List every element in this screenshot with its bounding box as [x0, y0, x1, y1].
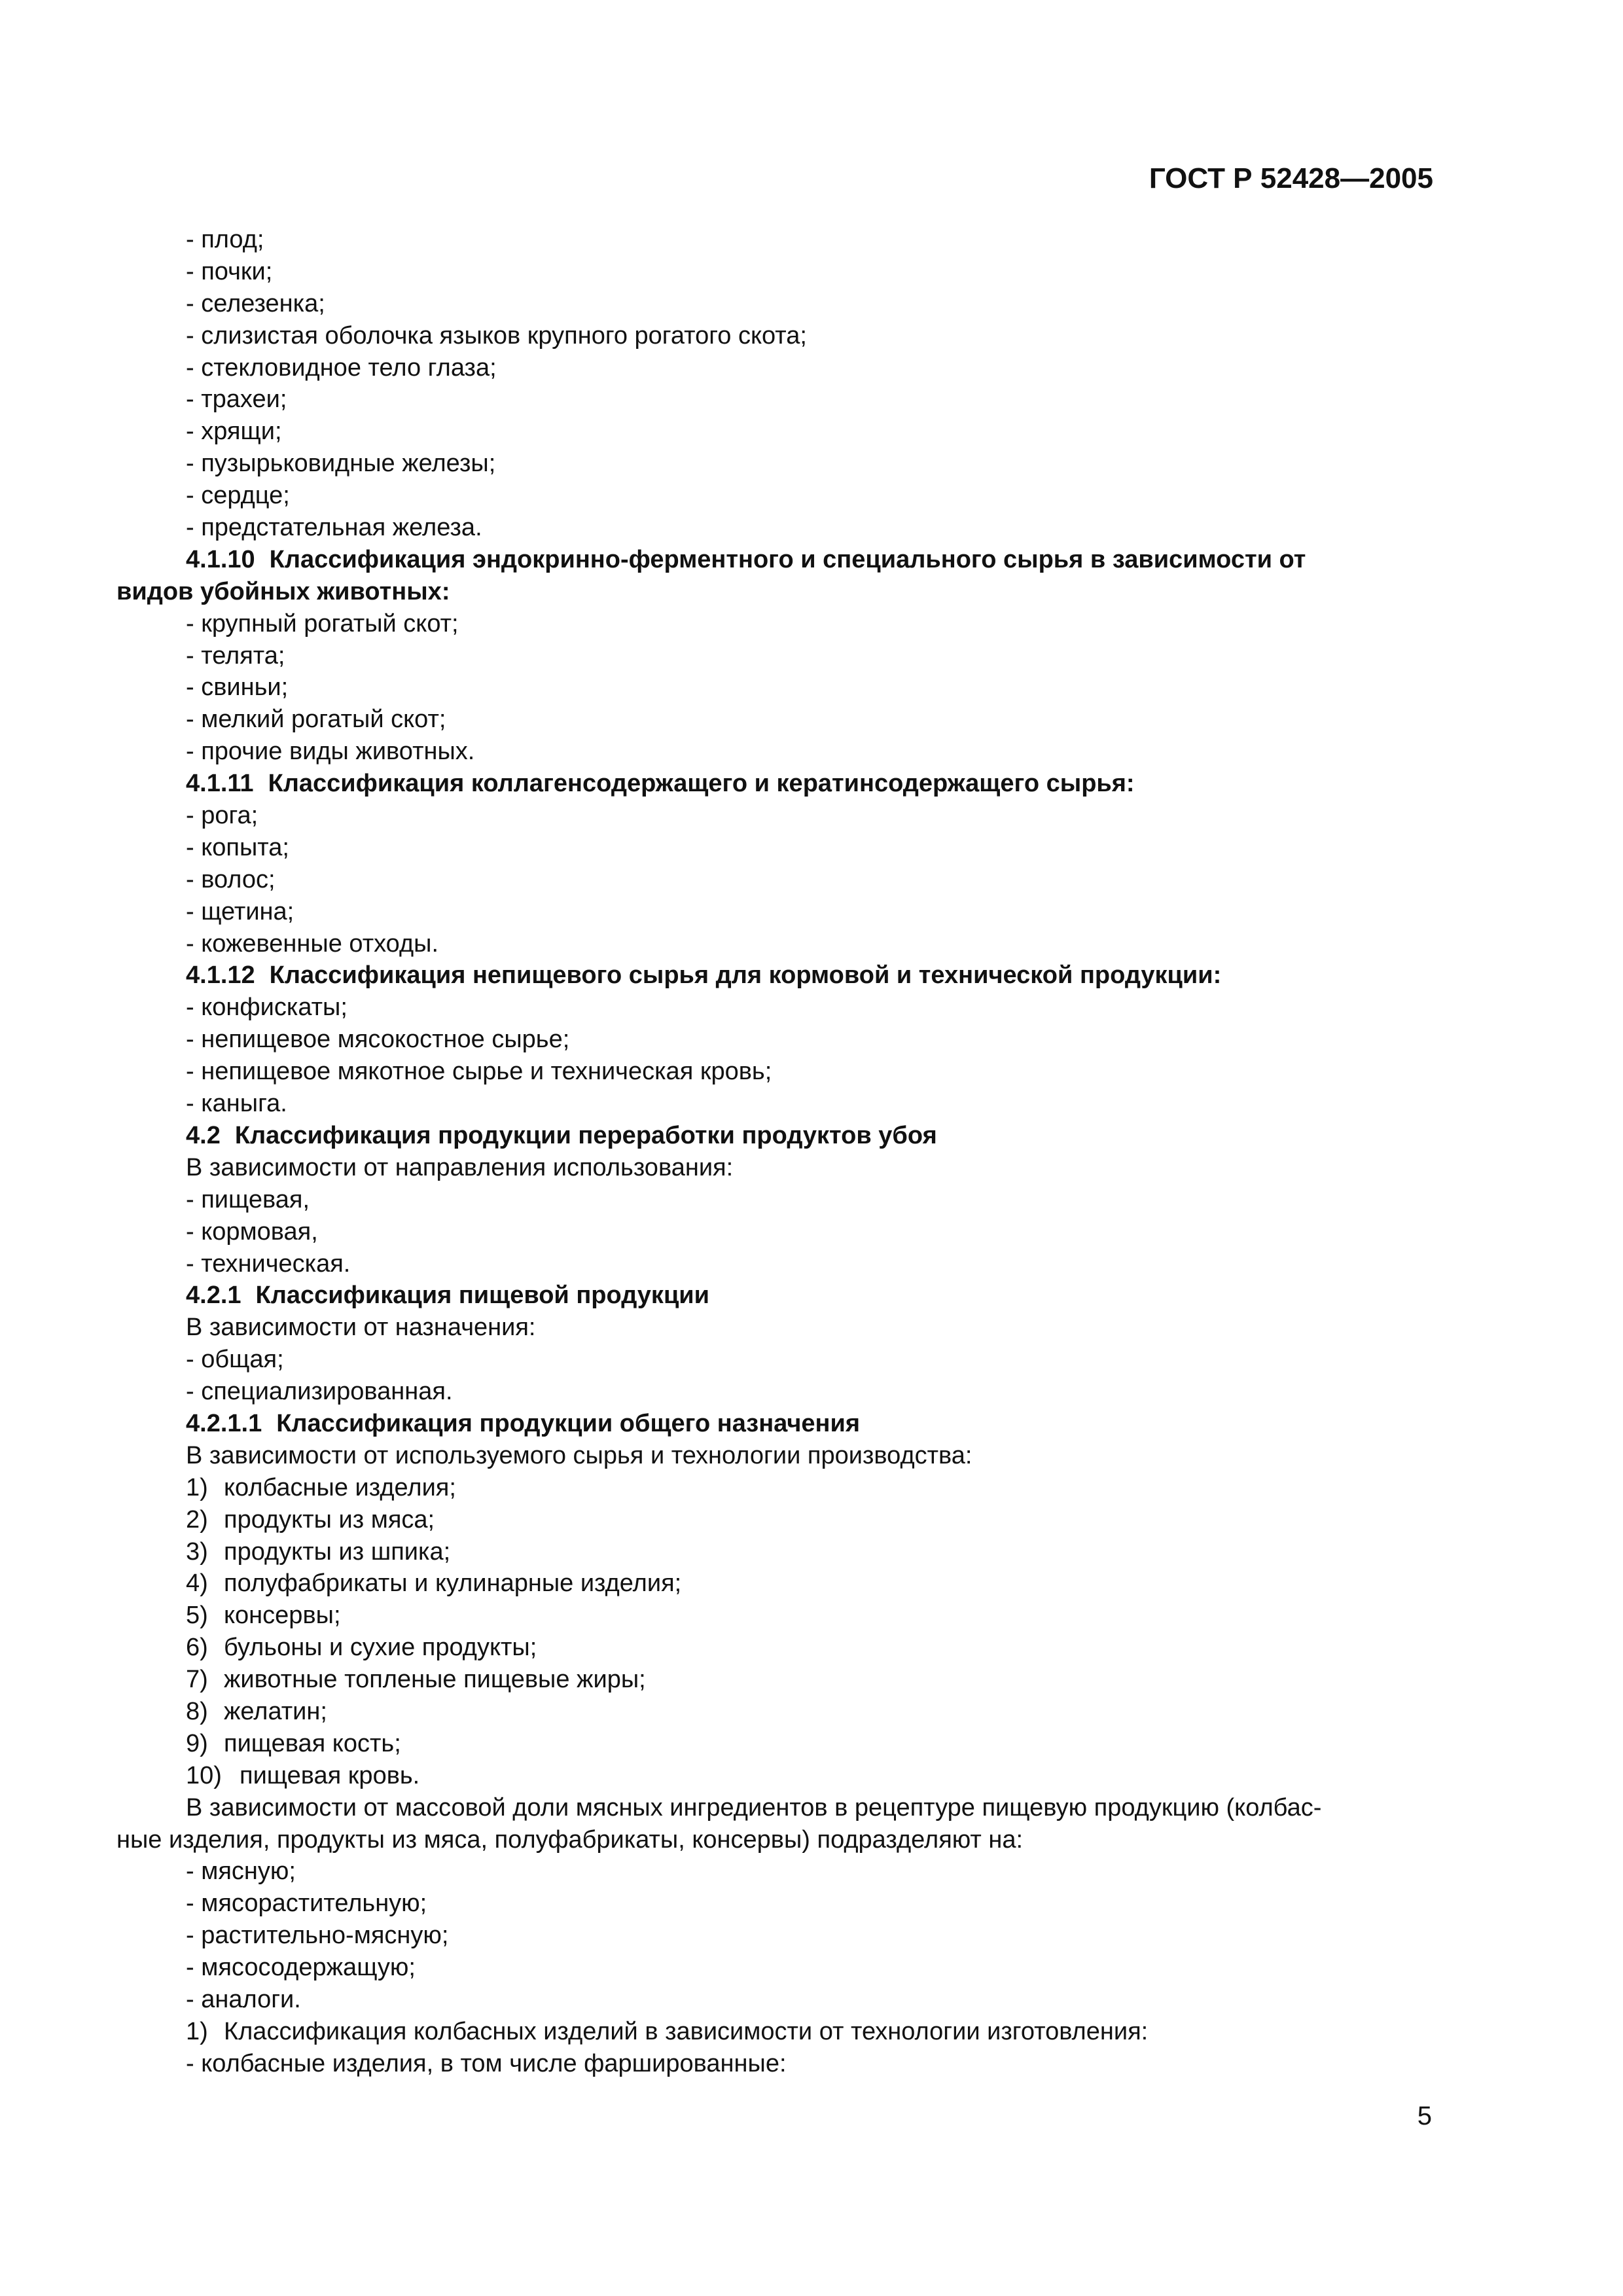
section-number: 4.2.1.1: [186, 1409, 262, 1437]
list-item: - колбасные изделия, в том числе фаршированные:: [186, 2049, 787, 2077]
list-item: - сердце;: [186, 482, 290, 510]
list-item: - волос;: [186, 865, 276, 893]
list-item: - общая;: [186, 1346, 284, 1374]
list-item: - аналоги.: [186, 1985, 301, 2013]
list-item: - кожевенные отходы.: [186, 929, 439, 958]
item-text: Классификация колбасных изделий в зависимости от технологии изготовления:: [224, 2017, 1149, 2045]
section-number: 4.2: [186, 1121, 221, 1149]
section-intro: В зависимости от назначения:: [186, 1314, 536, 1342]
list-item: - кормовая,: [186, 1217, 318, 1246]
item-text: продукты из мяса;: [224, 1505, 435, 1534]
list-item: - телята;: [186, 641, 285, 670]
section-title: Классификация непищевого сырья для кормовой и технической продукции:: [269, 961, 1222, 990]
list-item: - мясосодержащую;: [186, 1954, 416, 1982]
list-item: - конфискаты;: [186, 994, 348, 1022]
page-number: 5: [1417, 2102, 1432, 2130]
numbered-item: [116, 1472, 1446, 1504]
list-item: - пузырьковидные железы;: [186, 450, 496, 478]
list-item: - пищевая,: [186, 1185, 310, 1213]
list-item: - стекловидное тело глаза;: [186, 353, 497, 382]
section-number: 4.1.12: [186, 961, 255, 990]
item-text: продукты из шпика;: [224, 1537, 451, 1566]
item-text: полуфабрикаты и кулинарные изделия;: [224, 1570, 682, 1598]
list-item: - селезенка;: [186, 289, 325, 317]
item-number: 7): [186, 1666, 208, 1694]
section-number: 4.1.11: [186, 770, 254, 798]
item-number: 8): [186, 1697, 208, 1725]
numbered-item: [116, 1760, 1446, 1792]
list-item: - рога;: [186, 802, 259, 830]
section-number: 4.2.1: [186, 1282, 241, 1310]
list-item: - крупный рогатый скот;: [186, 609, 459, 637]
item-number: 6): [186, 1634, 208, 1662]
item-number: 3): [186, 1537, 208, 1566]
section-heading-4-2: [116, 1120, 1446, 1152]
list-item: - почки;: [186, 257, 273, 285]
section-intro: В зависимости от направления использования:: [186, 1153, 734, 1181]
list-item: - мясную;: [186, 1857, 296, 1886]
section-heading-4-2-1-1: [116, 1408, 1446, 1440]
paragraph-line: ные изделия, продукты из мяса, полуфабрикаты, консервы) подразделяют на:: [116, 1825, 1024, 1854]
item-number: 1): [186, 1473, 208, 1501]
item-number: 9): [186, 1729, 208, 1757]
list-item: - непищевое мякотное сырье и техническая кровь;: [186, 1058, 772, 1086]
list-item: - плод;: [186, 226, 264, 253]
section-number: 4.1.10: [186, 545, 255, 573]
list-item: - специализированная.: [186, 1378, 453, 1406]
numbered-item: [116, 1632, 1446, 1664]
section-title: Классификация продукции общего назначения: [276, 1409, 861, 1437]
item-text: пищевая кровь.: [240, 1761, 420, 1789]
list-item: - слизистая оболочка языков крупного рогатого скота;: [186, 321, 807, 350]
section-heading-4-2-1: [116, 1280, 1446, 1312]
numbered-subheading: [116, 2016, 1446, 2048]
list-item: - хрящи;: [186, 418, 282, 446]
list-item: - прочие виды животных.: [186, 738, 475, 766]
list-item: - копыта;: [186, 833, 289, 861]
list-item: - каныга.: [186, 1090, 287, 1118]
section-title: Классификация продукции переработки продуктов убоя: [234, 1121, 937, 1149]
paragraph-line: В зависимости от массовой доли мясных ингредиентов в рецептуре пищевую продукцию (колбас-: [186, 1793, 1322, 1821]
list-item: - свиньи;: [186, 673, 289, 702]
item-number: 10): [186, 1761, 222, 1789]
section-heading-4-1-10: [116, 544, 1446, 576]
document-code-header: ГОСТ Р 52428—2005: [1149, 162, 1433, 194]
list-item: - мясорастительную;: [186, 1890, 427, 1918]
item-text: животные топленые пищевые жиры;: [224, 1666, 646, 1694]
item-text: колбасные изделия;: [224, 1473, 456, 1501]
section-intro: В зависимости от используемого сырья и технологии производства:: [186, 1441, 972, 1469]
list-item: - непищевое мясокостное сырье;: [186, 1026, 570, 1054]
list-item: - трахеи;: [186, 386, 287, 414]
item-text: пищевая кость;: [224, 1729, 401, 1757]
item-text: желатин;: [224, 1697, 327, 1725]
item-number: 2): [186, 1505, 208, 1534]
list-item: - техническая.: [186, 1249, 351, 1278]
section-title: Классификация пищевой продукции: [255, 1282, 710, 1310]
list-item: - предстательная железа.: [186, 514, 482, 542]
list-item: - мелкий рогатый скот;: [186, 706, 446, 734]
section-heading-4-1-12: [116, 960, 1446, 992]
item-number: 5): [186, 1602, 208, 1630]
numbered-item: [116, 1568, 1446, 1600]
list-item: - растительно-мясную;: [186, 1922, 449, 1950]
item-text: бульоны и сухие продукты;: [224, 1634, 537, 1662]
numbered-item: [116, 1504, 1446, 1536]
numbered-item: [116, 1536, 1446, 1568]
document-body: [116, 224, 1446, 2080]
numbered-item: [116, 1728, 1446, 1760]
section-heading-4-1-11: [116, 768, 1446, 800]
item-number: 1): [186, 2017, 208, 2045]
list-item: - щетина;: [186, 897, 294, 925]
item-text: консервы;: [224, 1602, 341, 1630]
numbered-item: [116, 1664, 1446, 1696]
item-number: 4): [186, 1570, 208, 1598]
numbered-item: [116, 1696, 1446, 1728]
numbered-item: [116, 1600, 1446, 1632]
section-title: Классификация коллагенсодержащего и кератинсодержащего сырья:: [268, 770, 1135, 798]
section-title: Классификация эндокринно-ферментного и специального сырья в зависимости от: [269, 545, 1306, 573]
section-heading-continuation: видов убойных животных:: [116, 577, 450, 605]
